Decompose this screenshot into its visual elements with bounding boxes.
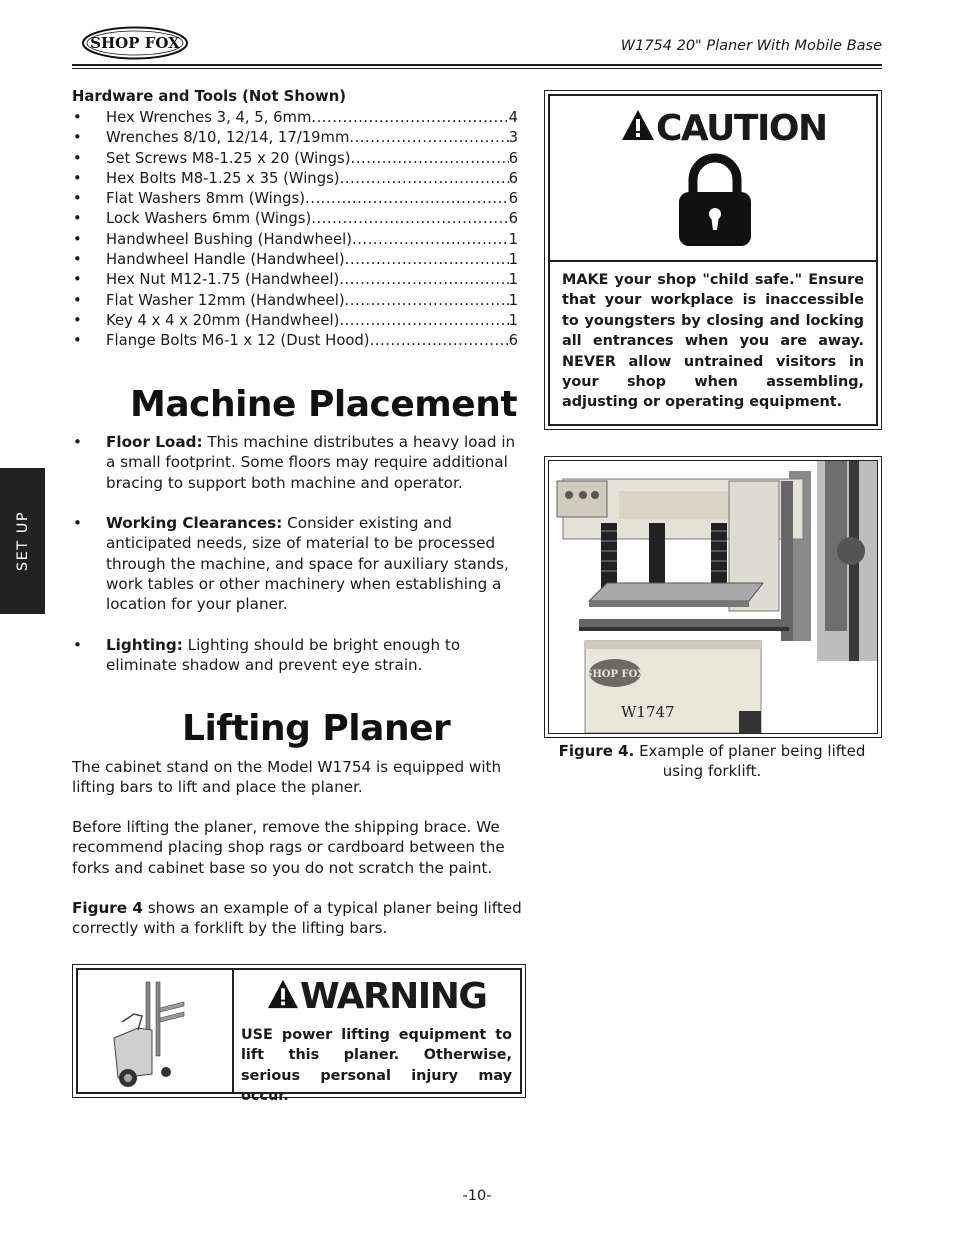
leader-dots <box>311 108 508 128</box>
figure-4-label: Figure 4. <box>558 742 635 760</box>
machine-logo-text: SHOP FOX <box>585 669 645 680</box>
hardware-item-name: • Flange Bolts M6-1 x 12 (Dust Hood) <box>106 332 370 350</box>
hardware-item-name: • Key 4 x 4 x 20mm (Handwheel) <box>106 311 340 329</box>
hardware-item <box>72 189 518 209</box>
lifting-paragraph-3-text: shows an example of a typical planer being lifted correctly with a forklift by the lifting bars. <box>72 899 522 938</box>
figure-reference: Figure 4 <box>72 899 143 917</box>
hardware-item-qty: 1 <box>508 291 518 309</box>
lighting-text: Lighting should be bright enough to eliminate shadow and prevent eye strain. <box>106 636 461 675</box>
warning-word: WARNING <box>300 976 487 1017</box>
hardware-item-name: • Flat Washer 12mm (Handwheel) <box>106 291 345 309</box>
forklift-icon <box>108 978 188 1090</box>
caution-box <box>544 90 882 430</box>
hardware-item-qty: 1 <box>508 311 518 329</box>
hardware-item <box>72 291 518 311</box>
hardware-item-qty: 6 <box>508 210 518 228</box>
leader-dots <box>311 209 508 229</box>
machine-model-label: W1747 <box>621 703 675 721</box>
hardware-item-name: • Hex Nut M12-1.75 (Handwheel) <box>106 271 340 289</box>
side-tab-label: SET UP <box>14 510 31 572</box>
leader-dots <box>345 250 509 270</box>
warning-divider <box>232 970 234 1092</box>
hardware-item-name: • Set Screws M8-1.25 x 20 (Wings) <box>106 149 351 167</box>
warning-box <box>72 964 526 1105</box>
hardware-item <box>72 108 518 128</box>
leader-dots <box>339 270 508 290</box>
caution-heading <box>620 108 827 149</box>
hardware-item-qty: 1 <box>508 251 518 269</box>
hardware-item-name: • Lock Washers 6mm (Wings) <box>106 210 312 228</box>
lifting-paragraph-1: The cabinet stand on the Model W1754 is equipped with lifting bars to lift and place the planer. <box>72 758 502 797</box>
lifting-paragraph-2: Before lifting the planer, remove the shipping brace. We recommend placing shop rags or cardboard between the forks and cabinet base so you do not scratch the paint. <box>72 818 505 877</box>
figure-4-caption <box>544 741 880 782</box>
page-number: -10- <box>462 1188 492 1204</box>
working-clearances-label: Working Clearances: <box>106 514 283 532</box>
leader-dots <box>349 128 508 148</box>
hardware-item-name: • Hex Wrenches 3, 4, 5, 6mm <box>106 109 312 126</box>
floor-load-item <box>72 432 517 493</box>
leader-dots <box>352 230 509 250</box>
working-clearances-text: Consider existing and anticipated needs, size of material to be processed through the machine, and space for auxiliary stands, work tables or other machinery when establishing a location for your planer. <box>106 514 509 614</box>
lighting-item <box>72 635 517 676</box>
leader-dots <box>351 149 509 169</box>
warning-heading <box>266 976 486 1017</box>
hardware-item-name: • Handwheel Bushing (Handwheel) <box>106 230 352 248</box>
hardware-item-qty: 1 <box>508 230 518 248</box>
caution-word: CAUTION <box>656 108 827 149</box>
warning-text: USE power lifting equipment to lift this planer. Otherwise, serious personal injury may occur. <box>241 1027 512 1105</box>
hardware-item <box>72 270 518 290</box>
hardware-item-name: • Handwheel Handle (Handwheel) <box>106 251 345 269</box>
lifting-planer-heading: Lifting Planer <box>182 708 451 749</box>
hardware-item-qty: 6 <box>508 190 518 208</box>
hardware-item-name: • Wrenches 8/10, 12/14, 17/19mm <box>106 129 350 147</box>
figure-4-photo <box>544 456 882 738</box>
caution-text: MAKE your shop "child safe." Ensure that your workplace is inaccessible to youngsters by closing and locking all entrances when you are away. NEVER allow untrained visitors in your shop when assembling, adjusting or operating equipment. <box>562 272 864 411</box>
leader-dots <box>339 311 508 331</box>
hardware-item-qty: 1 <box>508 271 518 289</box>
hardware-item-qty: 3 <box>508 129 518 147</box>
hardware-item <box>72 331 518 351</box>
leader-dots <box>370 331 509 351</box>
planer-forklift-image <box>549 461 877 733</box>
header-title: W1754 20" Planer With Mobile Base <box>620 38 882 54</box>
figure-4-caption-text: Example of planer being lifted using forklift. <box>634 742 866 781</box>
caution-divider <box>550 260 876 262</box>
hardware-item <box>72 311 518 331</box>
hardware-item-qty: 6 <box>508 169 518 187</box>
hardware-item <box>72 230 518 250</box>
hardware-list <box>72 108 518 352</box>
hardware-item <box>72 128 518 148</box>
hardware-item <box>72 169 518 189</box>
floor-load-text: This machine distributes a heavy load in a small footprint. Some floors may require additional bracing to support both machine and operator. <box>106 433 516 492</box>
hardware-item <box>72 250 518 270</box>
header-rule-thin <box>72 68 882 69</box>
machine-placement-heading: Machine Placement <box>130 384 518 425</box>
hardware-item-qty: 6 <box>508 149 518 167</box>
hardware-item <box>72 149 518 169</box>
working-clearances-item <box>72 513 517 614</box>
hardware-item-name: • Flat Washers 8mm (Wings) <box>106 190 306 208</box>
lifting-paragraph-3 <box>72 898 527 939</box>
leader-dots <box>345 291 509 311</box>
leader-dots <box>305 189 509 209</box>
logo-text: SHOP FOX <box>90 34 180 52</box>
hardware-item <box>72 209 518 229</box>
header-rule <box>72 64 882 66</box>
warning-triangle-icon <box>266 978 300 1010</box>
padlock-icon <box>675 152 755 248</box>
hardware-title: Hardware and Tools (Not Shown) <box>72 88 347 105</box>
floor-load-label: Floor Load: <box>106 433 203 451</box>
shop-fox-logo <box>81 26 189 60</box>
hardware-item-qty: 4 <box>508 109 518 126</box>
hardware-item-name: • Hex Bolts M8-1.25 x 35 (Wings) <box>106 169 340 187</box>
side-tab <box>0 468 45 614</box>
warning-triangle-icon <box>620 108 656 142</box>
hardware-item-qty: 6 <box>508 332 518 350</box>
lighting-label: Lighting: <box>106 636 183 654</box>
leader-dots <box>340 169 509 189</box>
